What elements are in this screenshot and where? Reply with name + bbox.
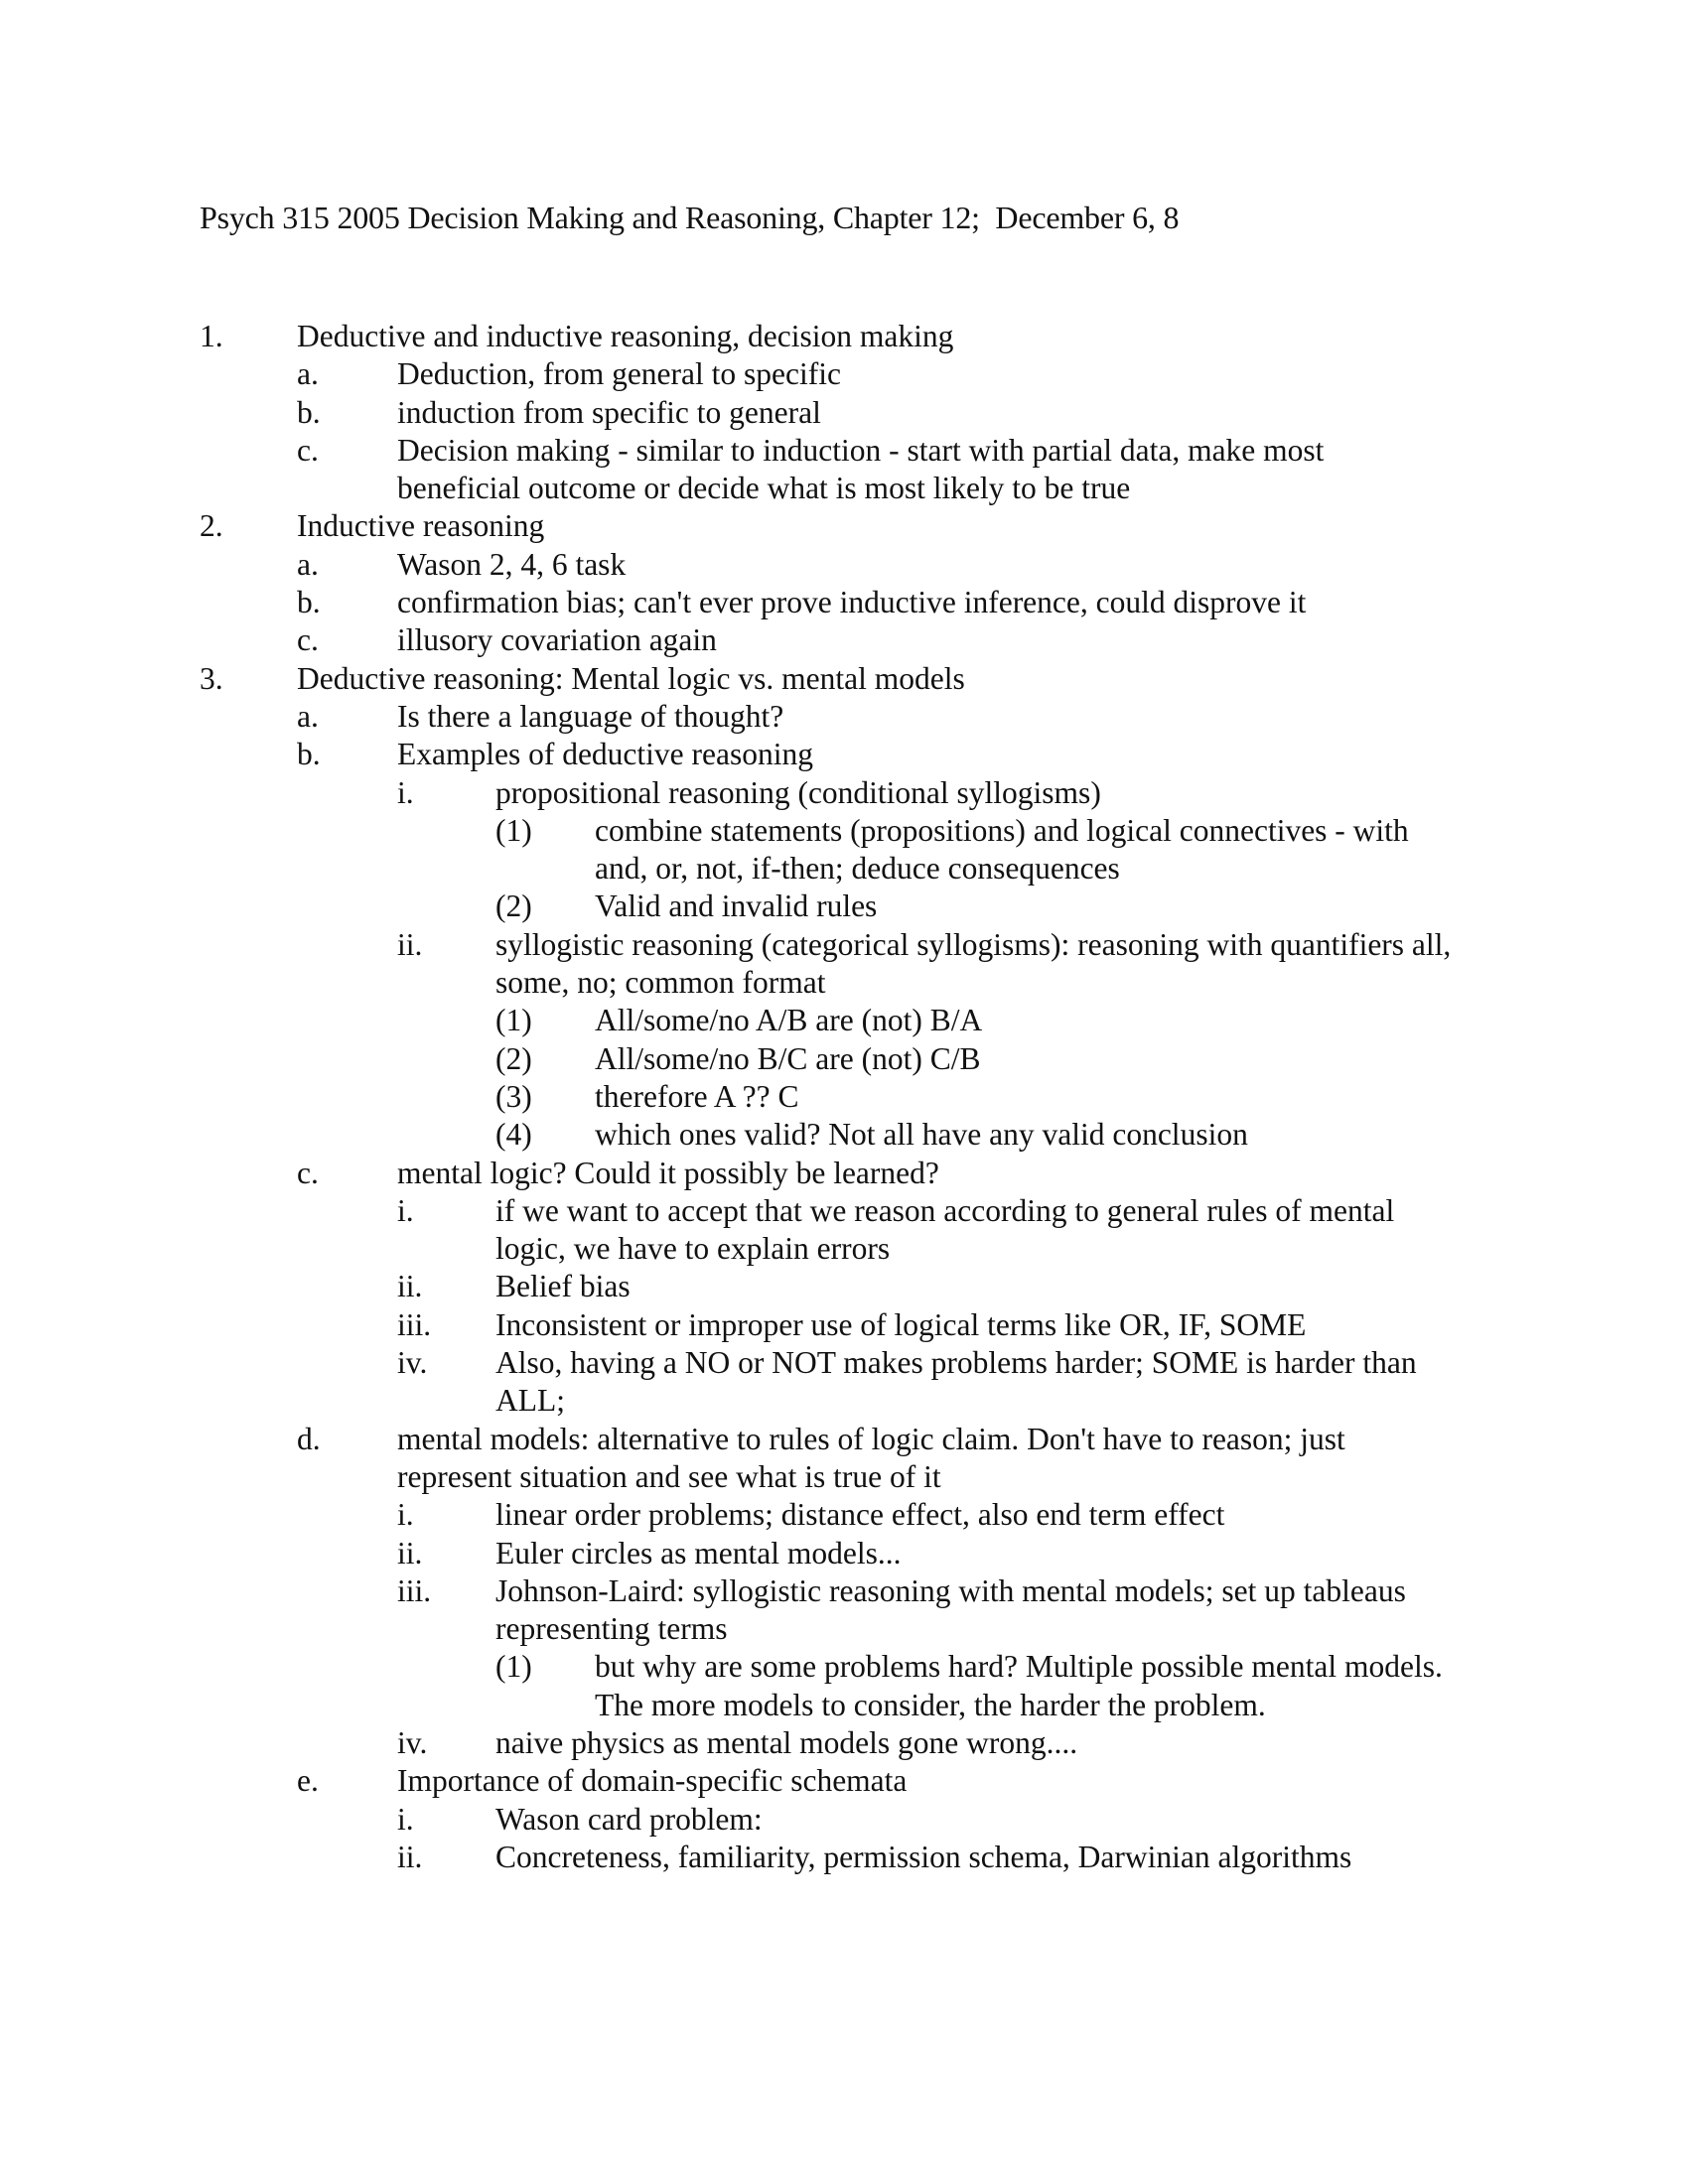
item-marker: c. — [297, 432, 319, 468]
item-text: Johnson-Laird: syllogistic reasoning with mental models; set up tableaus — [495, 1572, 1406, 1608]
outline-item — [0, 1648, 1688, 1724]
outline-item — [0, 1306, 1688, 1344]
item-text: Deductive and inductive reasoning, decision making — [297, 319, 954, 353]
outline-item — [0, 1155, 1688, 1192]
item-marker: d. — [297, 1421, 321, 1456]
item-text: Concreteness, familiarity, permission schema, Darwinian algorithms — [495, 1839, 1352, 1874]
item-text: naive physics as mental models gone wrong.... — [495, 1724, 1078, 1760]
item-text: induction from specific to general — [397, 394, 821, 430]
item-text: syllogistic reasoning (categorical syllogisms): reasoning with quantifiers all, — [495, 926, 1452, 962]
item-text-continuation: representing terms — [495, 1611, 728, 1647]
outline-item — [0, 698, 1688, 736]
outline-item — [0, 926, 1688, 1003]
item-text: propositional reasoning (conditional syllogisms) — [495, 774, 1101, 810]
outline-item — [0, 774, 1688, 812]
outline-item — [0, 660, 1688, 698]
item-text: but why are some problems hard? Multiple possible mental models. — [595, 1649, 1443, 1685]
item-marker: (4) — [495, 1117, 532, 1153]
item-marker: (3) — [495, 1078, 532, 1114]
item-text: All/some/no B/C are (not) C/B — [595, 1040, 981, 1076]
outline-item — [0, 1801, 1688, 1839]
item-marker: (1) — [495, 1649, 532, 1685]
item-marker: iii. — [397, 1572, 432, 1608]
item-text: All/some/no A/B are (not) B/A — [595, 1003, 983, 1038]
outline-item — [0, 1724, 1688, 1762]
item-text: Importance of domain-specific schemata — [397, 1763, 908, 1799]
outline-item — [0, 546, 1688, 584]
item-marker: (2) — [495, 888, 532, 924]
item-text-continuation: some, no; common format — [495, 965, 826, 1001]
item-marker: a. — [297, 356, 319, 392]
item-text-continuation: The more models to consider, the harder the problem. — [595, 1687, 1266, 1722]
item-text: Also, having a NO or NOT makes problems harder; SOME is harder than — [495, 1345, 1417, 1381]
item-marker: i. — [397, 774, 414, 810]
item-text: Decision making - similar to induction - start with partial data, make most — [397, 432, 1325, 468]
item-marker: ii. — [397, 1269, 423, 1304]
item-marker: iv. — [397, 1724, 428, 1760]
item-marker: i. — [397, 1801, 414, 1837]
item-text: confirmation bias; can't ever prove inductive inference, could disprove it — [397, 585, 1307, 620]
outline-item — [0, 1839, 1688, 1876]
page-title: Psych 315 2005 Decision Making and Reasoning, Chapter 12; December 6, 8 — [200, 200, 1180, 235]
item-text: Deduction, from general to specific — [397, 356, 841, 392]
item-marker: c. — [297, 622, 319, 658]
item-marker: ii. — [397, 1839, 423, 1874]
outline-item — [0, 1762, 1688, 1800]
item-marker: i. — [397, 1497, 414, 1533]
outline-item — [0, 355, 1688, 393]
item-text: Wason card problem: — [495, 1801, 763, 1837]
item-marker: b. — [297, 585, 321, 620]
outline-list — [0, 318, 1688, 1876]
item-text-continuation: beneficial outcome or decide what is most likely to be true — [397, 471, 1131, 506]
item-text: Inconsistent or improper use of logical terms like OR, IF, SOME — [495, 1306, 1307, 1342]
item-marker: a. — [297, 698, 319, 734]
outline-item — [0, 1496, 1688, 1534]
item-marker: iv. — [397, 1345, 428, 1381]
item-marker: (1) — [495, 1003, 532, 1038]
outline-item — [0, 1078, 1688, 1116]
item-text: which ones valid? Not all have any valid conclusion — [595, 1117, 1248, 1153]
outline-item — [0, 1116, 1688, 1154]
outline-item — [0, 1344, 1688, 1421]
outline-item — [0, 1572, 1688, 1649]
outline-item — [0, 394, 1688, 432]
outline-item — [0, 1192, 1688, 1269]
item-marker: b. — [297, 737, 321, 772]
item-text-continuation: and, or, not, if-then; deduce consequences — [595, 851, 1120, 887]
outline-item — [0, 736, 1688, 773]
item-text: Is there a language of thought? — [397, 698, 784, 734]
outline-item — [0, 1421, 1688, 1497]
item-text-continuation: ALL; — [495, 1383, 565, 1419]
item-text: combine statements (propositions) and logical connectives - with — [595, 812, 1409, 848]
item-text: Euler circles as mental models... — [495, 1535, 902, 1570]
item-text-continuation: logic, we have to explain errors — [495, 1231, 891, 1267]
item-text: Wason 2, 4, 6 task — [397, 546, 627, 582]
item-marker: ii. — [397, 1535, 423, 1570]
item-text: Examples of deductive reasoning — [397, 737, 813, 772]
outline-item — [0, 584, 1688, 621]
item-text: therefore A ?? C — [595, 1078, 799, 1114]
outline-item — [0, 318, 1688, 355]
item-text: if we want to accept that we reason according to general rules of mental — [495, 1192, 1395, 1228]
item-text: Deductive reasoning: Mental logic vs. mental models — [297, 660, 965, 696]
outline-item — [0, 507, 1688, 545]
item-marker: i. — [397, 1192, 414, 1228]
outline-item — [0, 1002, 1688, 1039]
item-text: illusory covariation again — [397, 622, 717, 658]
outline-item — [0, 432, 1688, 508]
item-marker: ii. — [397, 926, 423, 962]
outline-item — [0, 1268, 1688, 1305]
outline-item — [0, 887, 1688, 925]
item-marker: (2) — [495, 1040, 532, 1076]
item-marker: 1. — [200, 319, 223, 353]
item-marker: 3. — [200, 660, 223, 696]
outline-item — [0, 621, 1688, 659]
item-marker: (1) — [495, 812, 532, 848]
item-marker: a. — [297, 546, 319, 582]
item-text: mental models: alternative to rules of logic claim. Don't have to reason; just — [397, 1421, 1345, 1456]
item-marker: 2. — [200, 508, 223, 544]
item-marker: iii. — [397, 1306, 432, 1342]
outline-item — [0, 1535, 1688, 1572]
item-text: Valid and invalid rules — [595, 888, 878, 924]
item-text: Belief bias — [495, 1269, 631, 1304]
item-marker: c. — [297, 1155, 319, 1190]
item-text: Inductive reasoning — [297, 508, 545, 544]
item-marker: b. — [297, 394, 321, 430]
item-marker: e. — [297, 1763, 319, 1799]
item-text-continuation: represent situation and see what is true of it — [397, 1458, 941, 1494]
outline-item — [0, 812, 1688, 888]
item-text: mental logic? Could it possibly be learned? — [397, 1155, 939, 1190]
outline-item — [0, 1040, 1688, 1078]
item-text: linear order problems; distance effect, also end term effect — [495, 1497, 1225, 1533]
